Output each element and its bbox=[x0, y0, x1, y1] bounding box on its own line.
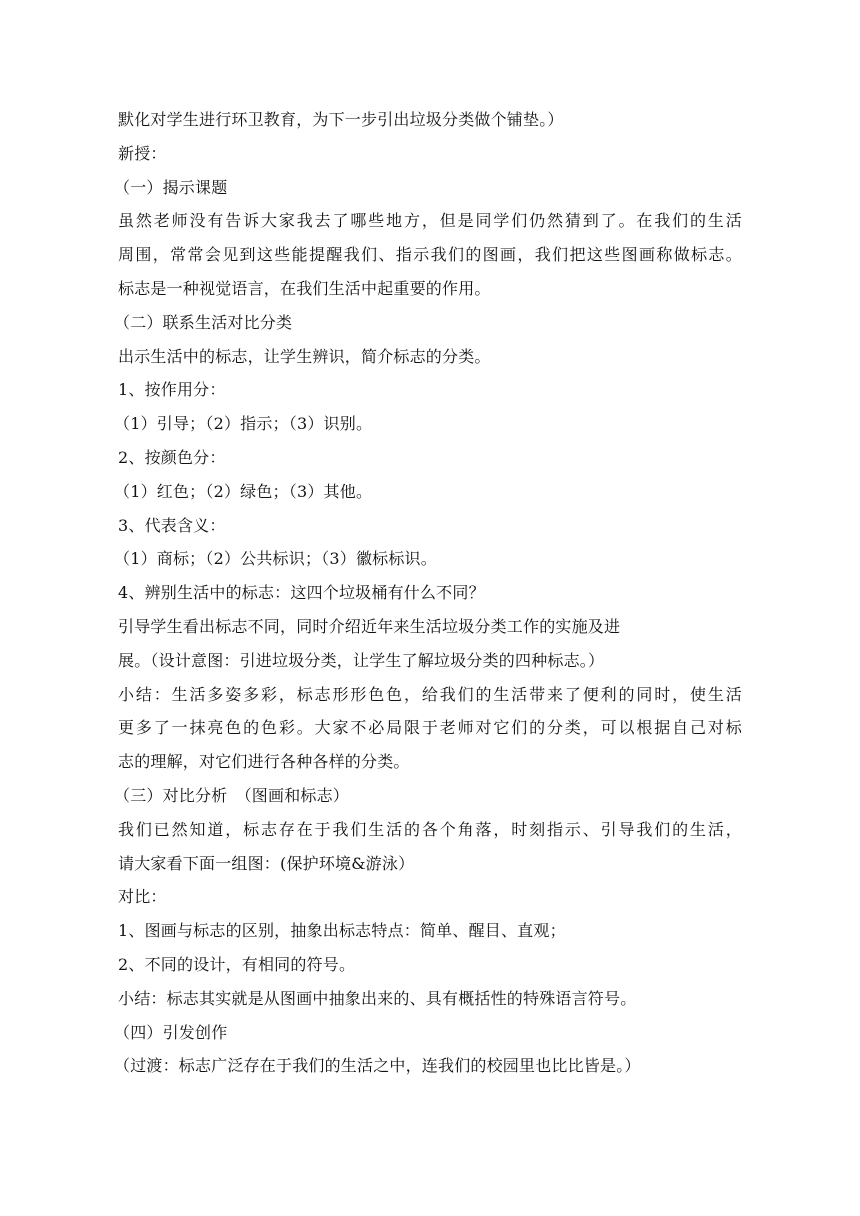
section-heading: （四）引发创作 bbox=[114, 1022, 228, 1042]
list-item: 2、不同的设计，有相同的符号。 bbox=[118, 954, 356, 974]
list-item: 3、代表含义： bbox=[118, 515, 226, 535]
text-line: 请大家看下面一组图：(保护环境&游泳） bbox=[118, 853, 415, 873]
text-line: 小结：标志其实就是从图画中抽象出来的、具有概括性的特殊语言符号。 bbox=[118, 988, 637, 1008]
list-item: 4、辨别生活中的标志：这四个垃圾桶有什么不同？ bbox=[118, 583, 485, 603]
section-heading: 新授： bbox=[118, 143, 167, 163]
list-item: （1）红色；（2）绿色；（3）其他。 bbox=[114, 481, 373, 501]
text-line: 我们已然知道，标志存在于我们生活的各个角落，时刻指示、引导我们的生活， bbox=[118, 819, 742, 839]
list-item: 1、图画与标志的区别，抽象出标志特点：简单、醒目、直观； bbox=[118, 921, 566, 941]
text-line: 志的理解，对它们进行各种各样的分类。 bbox=[118, 752, 410, 772]
text-line: 虽然老师没有告诉大家我去了哪些地方，但是同学们仍然猜到了。在我们的生活 bbox=[118, 211, 742, 231]
section-heading: （三）对比分析 （图画和标志） bbox=[114, 785, 350, 805]
section-heading: （一）揭示课题 bbox=[114, 177, 228, 197]
text-line: 对比： bbox=[118, 887, 167, 907]
section-heading: （二）联系生活对比分类 bbox=[114, 312, 293, 332]
text-line: 更多了一抹亮色的色彩。大家不必局限于老师对它们的分类，可以根据自己对标 bbox=[118, 718, 742, 738]
list-item: （1）引导；（2）指示；（3）识别。 bbox=[114, 414, 373, 434]
list-item: （1）商标；（2）公共标识；（3）徽标标识。 bbox=[114, 549, 437, 569]
text-line: 展。（设计意图：引进垃圾分类，让学生了解垃圾分类的四种标志。） bbox=[118, 650, 605, 670]
text-line: 小结：生活多姿多彩，标志形形色色，给我们的生活带来了便利的同时，使生活 bbox=[118, 684, 742, 704]
text-line: 标志是一种视觉语言，在我们生活中起重要的作用。 bbox=[118, 278, 491, 298]
text-line: 出示生活中的标志，让学生辨识，简介标志的分类。 bbox=[118, 346, 491, 366]
text-line: 周围，常常会见到这些能提醒我们、指示我们的图画，我们把这些图画称做标志。 bbox=[118, 245, 742, 265]
list-item: 2、按颜色分： bbox=[118, 447, 226, 467]
document-body bbox=[114, 103, 742, 1083]
text-line: （过渡：标志广泛存在于我们的生活之中，连我们的校园里也比比皆是。） bbox=[114, 1056, 641, 1076]
list-item: 1、按作用分： bbox=[118, 380, 226, 400]
text-line: 引导学生看出标志不同，同时介绍近年来生活垃圾分类工作的实施及进 bbox=[118, 616, 621, 636]
text-line: 默化对学生进行环卫教育，为下一步引出垃圾分类做个铺垫。） bbox=[118, 110, 564, 129]
